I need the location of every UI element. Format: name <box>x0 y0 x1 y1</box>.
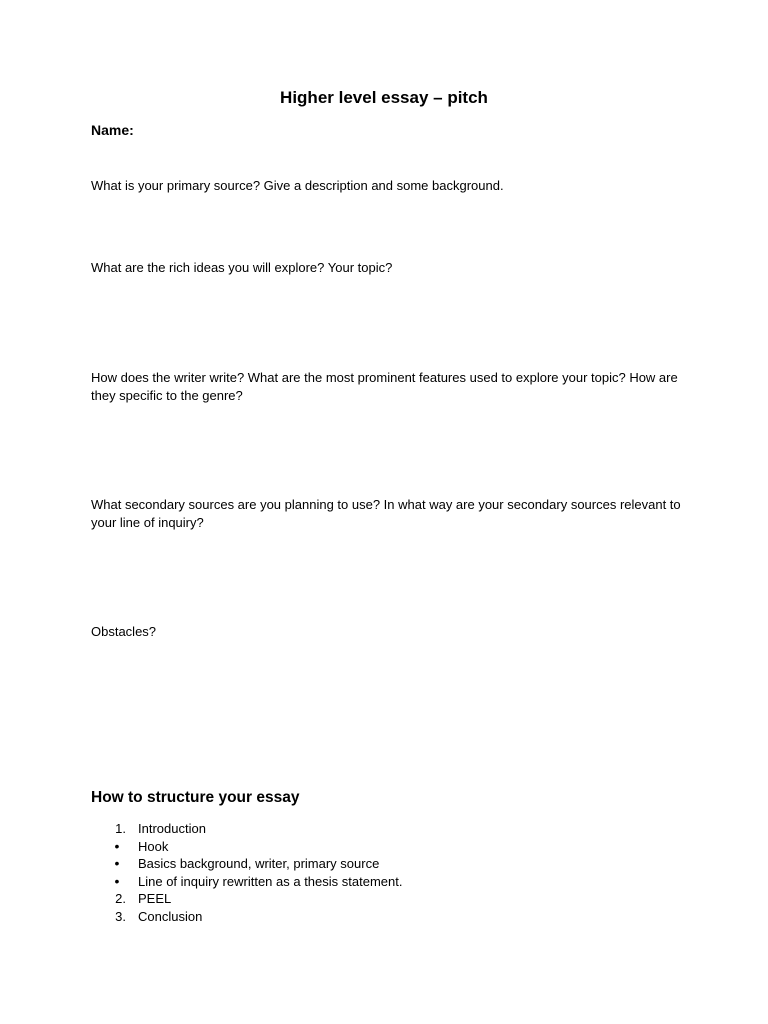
document-title: Higher level essay – pitch <box>280 88 488 107</box>
bullet-icon: • <box>114 837 120 854</box>
bullet-icon: • <box>114 872 120 889</box>
question-rich-ideas: What are the rich ideas you will explore? Your topic? <box>91 260 393 275</box>
list-item <box>0 838 768 856</box>
list-item-text: Hook <box>138 838 169 854</box>
structure-list <box>0 820 768 925</box>
list-number: 3. <box>115 908 126 924</box>
list-item-text: Line of inquiry rewritten as a thesis statement. <box>138 873 403 889</box>
question-secondary-sources: What secondary sources are you planning to use? In what way are your secondary sources relevant to your line of inquiry? <box>91 497 681 530</box>
bullet-icon: • <box>114 855 120 871</box>
list-number: 1. <box>115 821 126 836</box>
name-label: Name: <box>91 122 134 138</box>
list-number: 2. <box>115 891 126 906</box>
list-item-text: Basics background, writer, primary source <box>138 856 380 871</box>
list-item <box>0 855 768 873</box>
list-item <box>0 908 768 926</box>
list-item-text: Introduction <box>138 821 206 836</box>
list-item <box>0 820 768 838</box>
question-obstacles: Obstacles? <box>91 624 157 639</box>
list-item-text: Conclusion <box>138 908 203 924</box>
question-writer-style: How does the writer write? What are the most prominent features used to explore your topic? How are they specific to the genre? <box>91 370 678 403</box>
question-primary-source: What is your primary source? Give a description and some background. <box>91 178 504 193</box>
list-item <box>0 873 768 891</box>
list-item-text: PEEL <box>138 891 172 906</box>
list-item <box>0 890 768 908</box>
structure-heading: How to structure your essay <box>91 789 300 806</box>
